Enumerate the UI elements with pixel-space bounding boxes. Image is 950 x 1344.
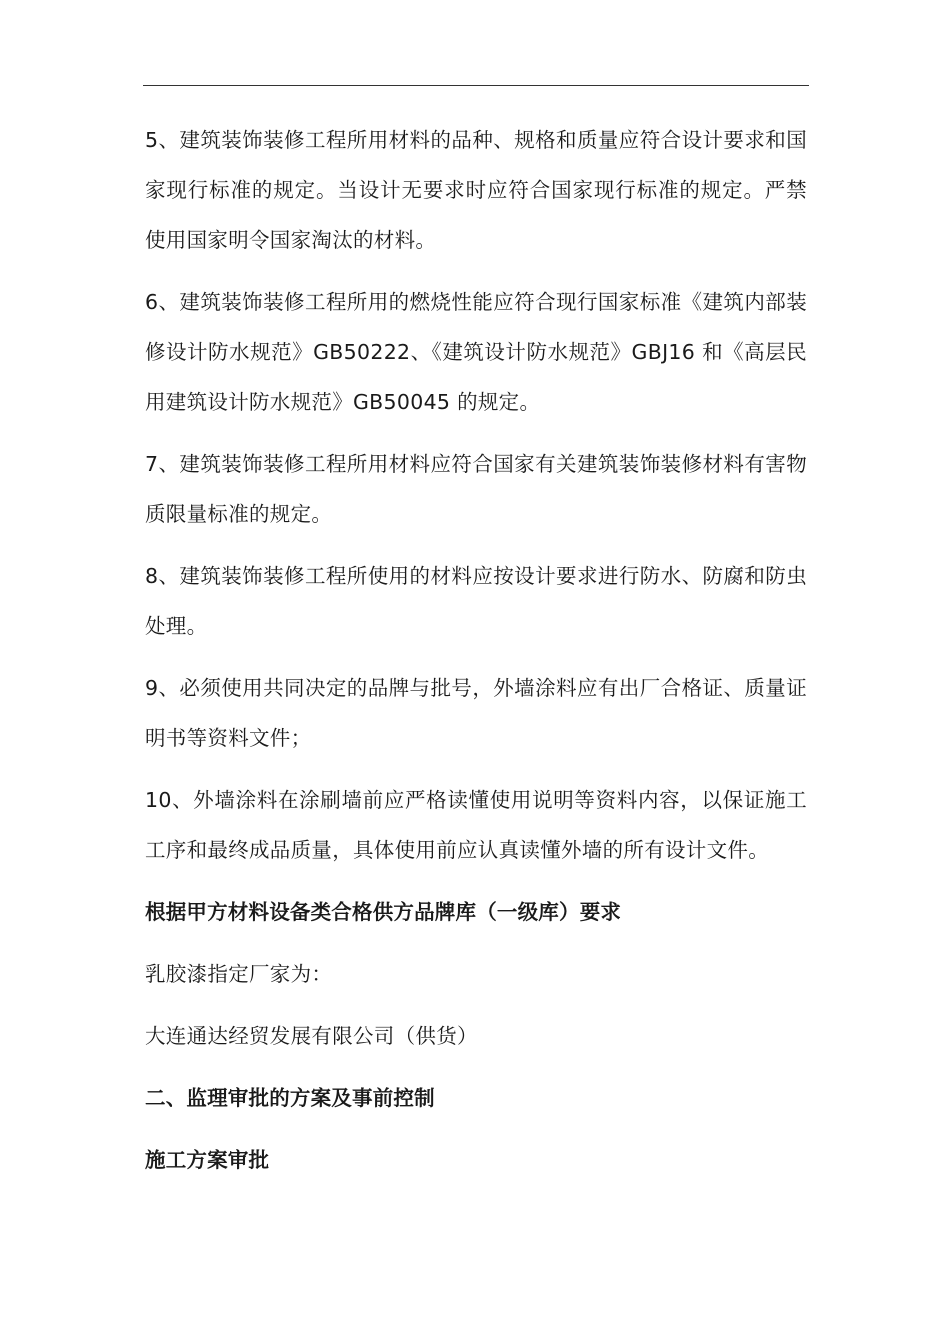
document-body [145, 115, 807, 1185]
section-heading: 二、监理审批的方案及事前控制 [145, 1086, 435, 1110]
paragraph-item-5: 5、建筑装饰装修工程所用材料的品种、规格和质量应符合设计要求和国家现行标准的规定。当设计无要求时应符合国家现行标准的规定。严禁使用国家明令国家淘汰的材料。 [145, 128, 807, 252]
paragraph-item-7: 7、建筑装饰装修工程所用材料应符合国家有关建筑装饰装修材料有害物质限量标准的规定。 [145, 452, 807, 526]
manufacturer-name: 大连通达经贸发展有限公司（供货） [145, 1024, 478, 1048]
subsection-heading: 施工方案审批 [145, 1148, 270, 1172]
paragraph-item-6: 6、建筑装饰装修工程所用的燃烧性能应符合现行国家标准《建筑内部装修设计防水规范》GB50222、《建筑设计防水规范》GBJ16 和《高层民用建筑设计防水规范》GB50045 的规定。 [145, 290, 807, 414]
manufacturer-label: 乳胶漆指定厂家为： [145, 962, 333, 986]
header-rule [143, 85, 809, 86]
requirement-heading: 根据甲方材料设备类合格供方品牌库（一级库）要求 [145, 900, 622, 924]
paragraph-item-9: 9、必须使用共同决定的品牌与批号，外墙涂料应有出厂合格证、质量证明书等资料文件； [145, 676, 807, 750]
paragraph-item-10: 10、外墙涂料在涂刷墙前应严格读懂使用说明等资料内容，以保证施工工序和最终成品质量，具体使用前应认真读懂外墙的所有设计文件。 [145, 788, 807, 862]
paragraph-item-8: 8、建筑装饰装修工程所使用的材料应按设计要求进行防水、防腐和防虫处理。 [145, 564, 807, 638]
